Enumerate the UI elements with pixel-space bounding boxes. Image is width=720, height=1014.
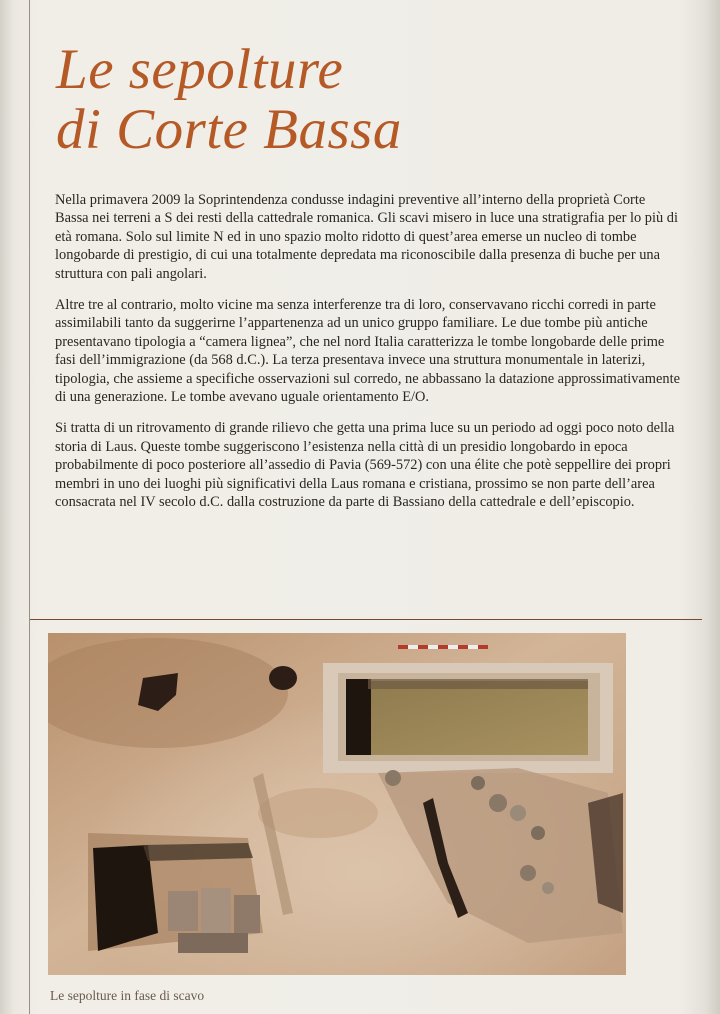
paragraph-1: Nella primavera 2009 la Soprintendenza condusse indagini preventive all’interno della proprietà Corte Bassa nei terreni a S dei resti della cattedrale romanica. Gli scavi misero in luce una stratigrafia per lo più di età romana. Solo sul limite N ed in uno spazio molto ridotto di quest’area emerse un nucleo di tombe longobarde di prestigio, di cui una totalmente depredata ma riconoscibile dalla presenza di buche per una struttura con pali angolari. xyxy=(55,192,678,282)
paragraph-3: Si tratta di un ritrovamento di grande rilievo che getta una prima luce su un periodo ad oggi poco noto della storia di Laus. Queste tombe suggeriscono l’esistenza nella città di un presidio longobardo in epoca probabilmente di poco posteriore all’assedio di Pavia (569-572) con una élite che potè seppellire dei propri membri in uno dei luoghi più significativi della Laus romana e cristiana, prossimo se non parte dell’area consacrata nel IV secolo d.C. dalla costruzione da parte di Bassiano della cattedrale e dell’episcopio. xyxy=(55,420,675,511)
title-line-1: Le sepolture xyxy=(56,38,344,101)
section-divider xyxy=(30,619,702,620)
body-text xyxy=(55,191,680,525)
paragraph-2: Altre tre al contrario, molto vicine ma senza interferenze tra di loro, conservavano ricchi corredi in parte assimilabili tanto da suggerirne l’appartenenza ad un unico gruppo familiare. Le due tombe più antiche presentavano tipologia a “camera lignea”, che nel nord Italia caratterizza le tombe longobarde delle prime fasi dell’immigrazione (da 568 d.C.). La terza presentava invece una struttura monumentale in laterizi, tipologia, che assieme a specifiche osservazioni sul corredo, ne abbassano la datazione approssimativamente di una generazione. Le tombe avevano uguale orientamento E/O. xyxy=(55,297,680,406)
photo-caption: Le sepolture in fase di scavo xyxy=(50,988,205,1003)
excavation-photo-drawing xyxy=(48,633,626,975)
title-line-2: di Corte Bassa xyxy=(56,98,402,161)
left-border-line xyxy=(29,0,30,1014)
panel-title xyxy=(56,40,402,160)
excavation-photo xyxy=(48,633,626,975)
